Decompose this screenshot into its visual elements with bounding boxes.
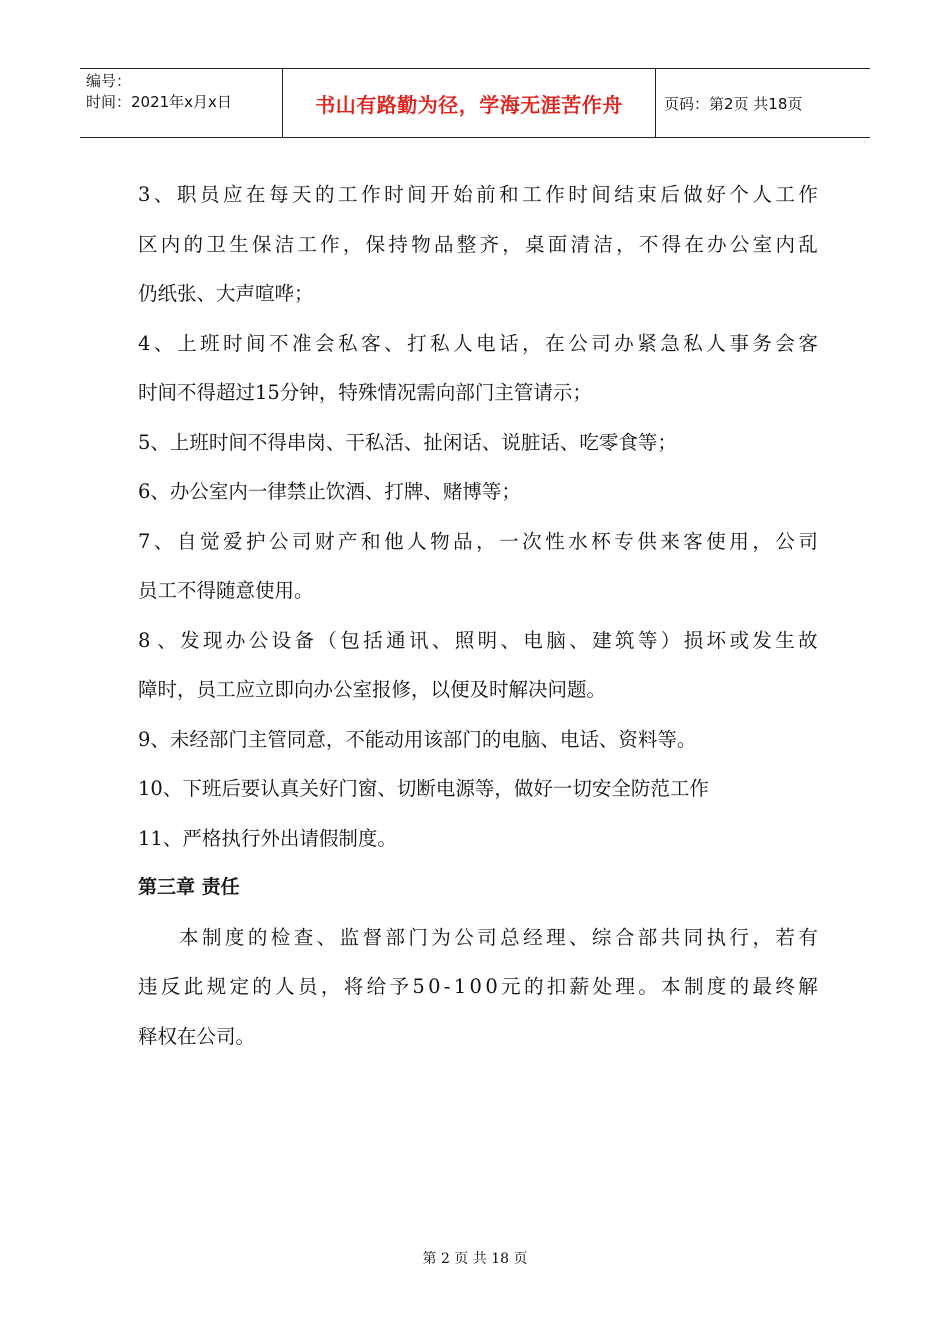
body-line: 4 、 上 班 时 间 不 准 会 私 客 、 打 私 人 电 话 ， 在 公 司 办 紧 急 私 人 事 务 会 客 bbox=[138, 331, 818, 355]
document-date: 时间：2021年x月x日 bbox=[86, 93, 232, 111]
body-line: 员工不得随意使用。 bbox=[138, 579, 314, 602]
body-line: 7 、 自 觉 爱 护 公 司 财 产 和 他 人 物 品 ， 一 次 性 水 杯 专 供 来 客 使 用 ， 公 司 bbox=[138, 529, 818, 553]
body-line: 5、上班时间不得串岗、干私活、扯闲话、说脏话、吃零食等； bbox=[138, 430, 677, 454]
body-line: 8 、 发 现 办 公 设 备 （ 包 括 通 讯 、 照 明 、 电 脑 、 建 筑 等 ） 损 坏 或 发 生 故 bbox=[138, 628, 818, 652]
body-line: 9、未经部门主管同意，不能动用该部门的电脑、电话、资料等。 bbox=[138, 727, 697, 751]
header-page-number: 页码：第2页 共18页 bbox=[664, 94, 803, 113]
document-body bbox=[138, 170, 818, 1061]
body-line: 10、下班后要认真关好门窗、切断电源等，做好一切安全防范工作 bbox=[138, 777, 709, 800]
page-header bbox=[80, 68, 870, 138]
document-number: 编号： bbox=[86, 72, 132, 90]
page-footer: 第 2 页 共 18 页 bbox=[422, 1251, 528, 1267]
paragraph-line: 违 反 此 规 定 的 人 员 ， 将 给 予 5 0 - 1 0 0 元 的 扣 薪 处 理 。 本 制 度 的 最 终 解 bbox=[138, 975, 818, 998]
chapter-title: 第三章 责任 bbox=[138, 876, 240, 898]
body-line: 障时，员工应立即向办公室报修，以便及时解决问题。 bbox=[138, 678, 607, 701]
body-line: 区 内 的 卫 生 保 洁 工 作 ， 保 持 物 品 整 齐 ， 桌 面 清 洁 ， 不 得 在 办 公 室 内 乱 bbox=[138, 232, 818, 256]
header-motto: 书山有路勤为径，学海无涯苦作舟 bbox=[282, 69, 656, 137]
body-line: 时间不得超过15分钟，特殊情况需向部门主管请示； bbox=[138, 381, 592, 404]
header-meta bbox=[80, 69, 282, 137]
paragraph-line: 释权在公司。 bbox=[138, 1024, 256, 1048]
body-line: 3 、 职 员 应 在 每 天 的 工 作 时 间 开 始 前 和 工 作 时 间 结 束 后 做 好 个 人 工 作 bbox=[138, 183, 818, 206]
body-line: 11、严格执行外出请假制度。 bbox=[138, 826, 397, 850]
body-line: 6、办公室内一律禁止饮酒、打牌、赌博等； bbox=[138, 480, 521, 503]
body-line: 仍纸张、大声喧哗； bbox=[138, 282, 314, 305]
paragraph-line: 本 制 度 的 检 查 、 监 督 部 门 为 公 司 总 经 理 、 综 合 部 共 同 执 行 ， 若 有 bbox=[179, 925, 818, 949]
